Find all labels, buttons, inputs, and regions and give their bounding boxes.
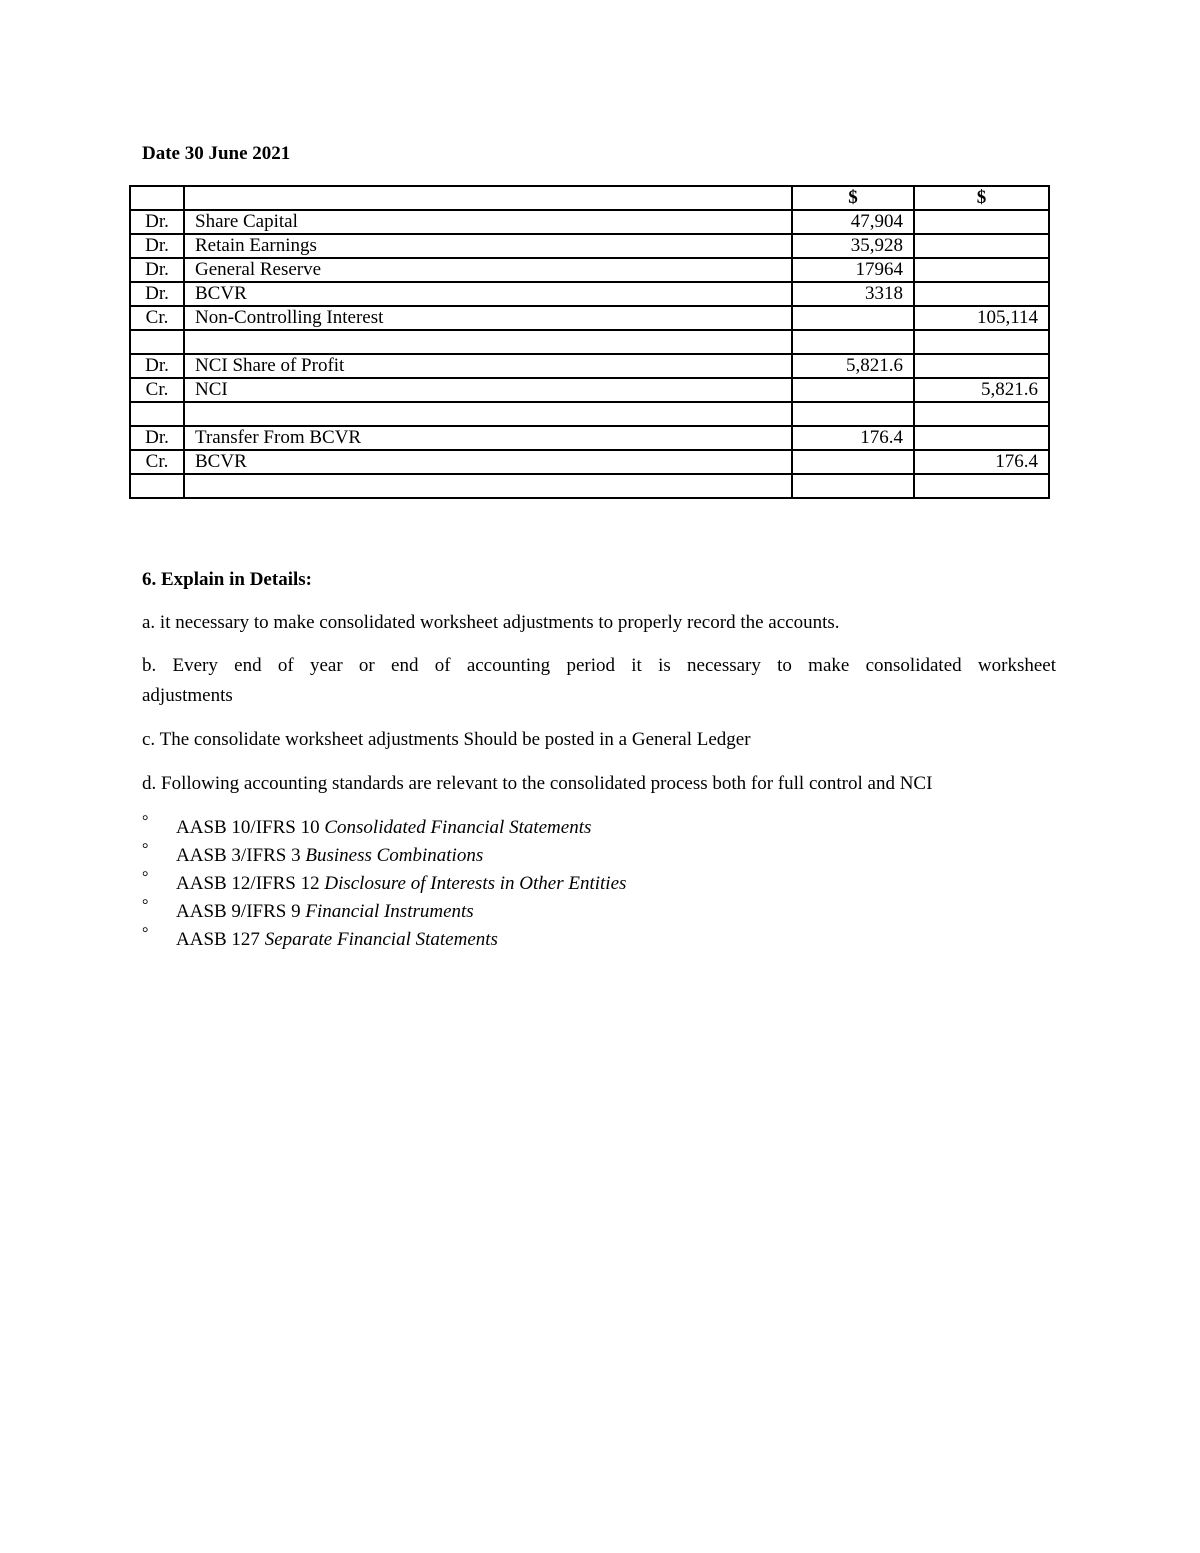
table-row bbox=[130, 474, 1049, 498]
entry-type bbox=[130, 330, 184, 354]
table-row bbox=[130, 330, 1049, 354]
entry-credit: 105,114 bbox=[914, 306, 1049, 330]
table-header-row bbox=[130, 186, 1049, 210]
entry-credit bbox=[914, 426, 1049, 450]
entry-credit bbox=[914, 330, 1049, 354]
standard-code: AASB 9/IFRS 9 bbox=[176, 901, 301, 922]
paragraph-d: d. Following accounting standards are relevant to the consolidated process both for full control and NCI bbox=[142, 773, 933, 794]
entry-type: Cr. bbox=[130, 450, 184, 474]
standard-title: Consolidated Financial Statements bbox=[324, 817, 592, 838]
standard-code: AASB 10/IFRS 10 bbox=[176, 817, 320, 838]
entry-type: Dr. bbox=[130, 258, 184, 282]
entry-account: BCVR bbox=[184, 450, 792, 474]
entry-account bbox=[184, 474, 792, 498]
header-type bbox=[130, 186, 184, 210]
entry-type: Dr. bbox=[130, 210, 184, 234]
entry-credit bbox=[914, 402, 1049, 426]
entry-debit bbox=[792, 402, 914, 426]
list-item bbox=[142, 842, 626, 870]
section-heading: 6. Explain in Details: bbox=[142, 569, 312, 590]
entry-type: Dr. bbox=[130, 282, 184, 306]
table-row bbox=[130, 306, 1049, 330]
entry-type bbox=[130, 402, 184, 426]
entry-debit bbox=[792, 330, 914, 354]
entry-account: Non-Controlling Interest bbox=[184, 306, 792, 330]
entry-credit bbox=[914, 474, 1049, 498]
entry-credit bbox=[914, 282, 1049, 306]
standard-title: Disclosure of Interests in Other Entities bbox=[324, 873, 627, 894]
journal-table bbox=[129, 185, 1050, 499]
entry-account bbox=[184, 330, 792, 354]
header-account bbox=[184, 186, 792, 210]
entry-debit: 35,928 bbox=[792, 234, 914, 258]
header-debit: $ bbox=[792, 186, 914, 210]
entry-credit bbox=[914, 258, 1049, 282]
standards-list bbox=[142, 814, 626, 954]
table-row bbox=[130, 378, 1049, 402]
paragraph-b-line1: b. Every end of year or end of accounting period it is necessary to make consolidated worksheet bbox=[142, 655, 1056, 676]
entry-account: NCI bbox=[184, 378, 792, 402]
table-row bbox=[130, 450, 1049, 474]
standard-code: AASB 127 bbox=[176, 929, 260, 950]
paragraph-a: a. it necessary to make consolidated worksheet adjustments to properly record the accounts. bbox=[142, 612, 840, 633]
entry-credit bbox=[914, 354, 1049, 378]
entry-debit: 176.4 bbox=[792, 426, 914, 450]
bullet-icon: ° bbox=[142, 869, 149, 886]
entry-account: Retain Earnings bbox=[184, 234, 792, 258]
header-credit: $ bbox=[914, 186, 1049, 210]
date-heading: Date 30 June 2021 bbox=[142, 143, 291, 164]
entry-debit: 3318 bbox=[792, 282, 914, 306]
entry-type: Cr. bbox=[130, 306, 184, 330]
entry-debit bbox=[792, 474, 914, 498]
paragraph-b bbox=[142, 651, 1056, 711]
entry-debit: 47,904 bbox=[792, 210, 914, 234]
list-item bbox=[142, 814, 626, 842]
entry-debit: 17964 bbox=[792, 258, 914, 282]
standard-code: AASB 12/IFRS 12 bbox=[176, 873, 320, 894]
entry-account: NCI Share of Profit bbox=[184, 354, 792, 378]
entry-account bbox=[184, 402, 792, 426]
table-row bbox=[130, 234, 1049, 258]
list-item bbox=[142, 898, 626, 926]
entry-credit: 5,821.6 bbox=[914, 378, 1049, 402]
bullet-icon: ° bbox=[142, 841, 149, 858]
entry-account: Share Capital bbox=[184, 210, 792, 234]
entry-type: Dr. bbox=[130, 426, 184, 450]
table-row bbox=[130, 354, 1049, 378]
entry-type: Dr. bbox=[130, 354, 184, 378]
entry-credit bbox=[914, 210, 1049, 234]
table-row bbox=[130, 258, 1049, 282]
entry-type bbox=[130, 474, 184, 498]
list-item bbox=[142, 926, 626, 954]
bullet-icon: ° bbox=[142, 813, 149, 830]
table-row bbox=[130, 210, 1049, 234]
list-item bbox=[142, 870, 626, 898]
standard-title: Business Combinations bbox=[305, 845, 484, 866]
paragraph-c: c. The consolidate worksheet adjustments Should be posted in a General Ledger bbox=[142, 729, 751, 750]
bullet-icon: ° bbox=[142, 897, 149, 914]
entry-debit bbox=[792, 378, 914, 402]
entry-credit: 176.4 bbox=[914, 450, 1049, 474]
table-row bbox=[130, 426, 1049, 450]
table-row bbox=[130, 282, 1049, 306]
entry-debit bbox=[792, 306, 914, 330]
entry-type: Cr. bbox=[130, 378, 184, 402]
entry-debit bbox=[792, 450, 914, 474]
table-row bbox=[130, 402, 1049, 426]
standard-title: Financial Instruments bbox=[305, 901, 474, 922]
standard-code: AASB 3/IFRS 3 bbox=[176, 845, 301, 866]
bullet-icon: ° bbox=[142, 925, 149, 942]
entry-debit: 5,821.6 bbox=[792, 354, 914, 378]
entry-credit bbox=[914, 234, 1049, 258]
paragraph-b-line2: adjustments bbox=[142, 685, 233, 706]
entry-account: Transfer From BCVR bbox=[184, 426, 792, 450]
entry-account: BCVR bbox=[184, 282, 792, 306]
entry-account: General Reserve bbox=[184, 258, 792, 282]
standard-title: Separate Financial Statements bbox=[264, 929, 498, 950]
entry-type: Dr. bbox=[130, 234, 184, 258]
